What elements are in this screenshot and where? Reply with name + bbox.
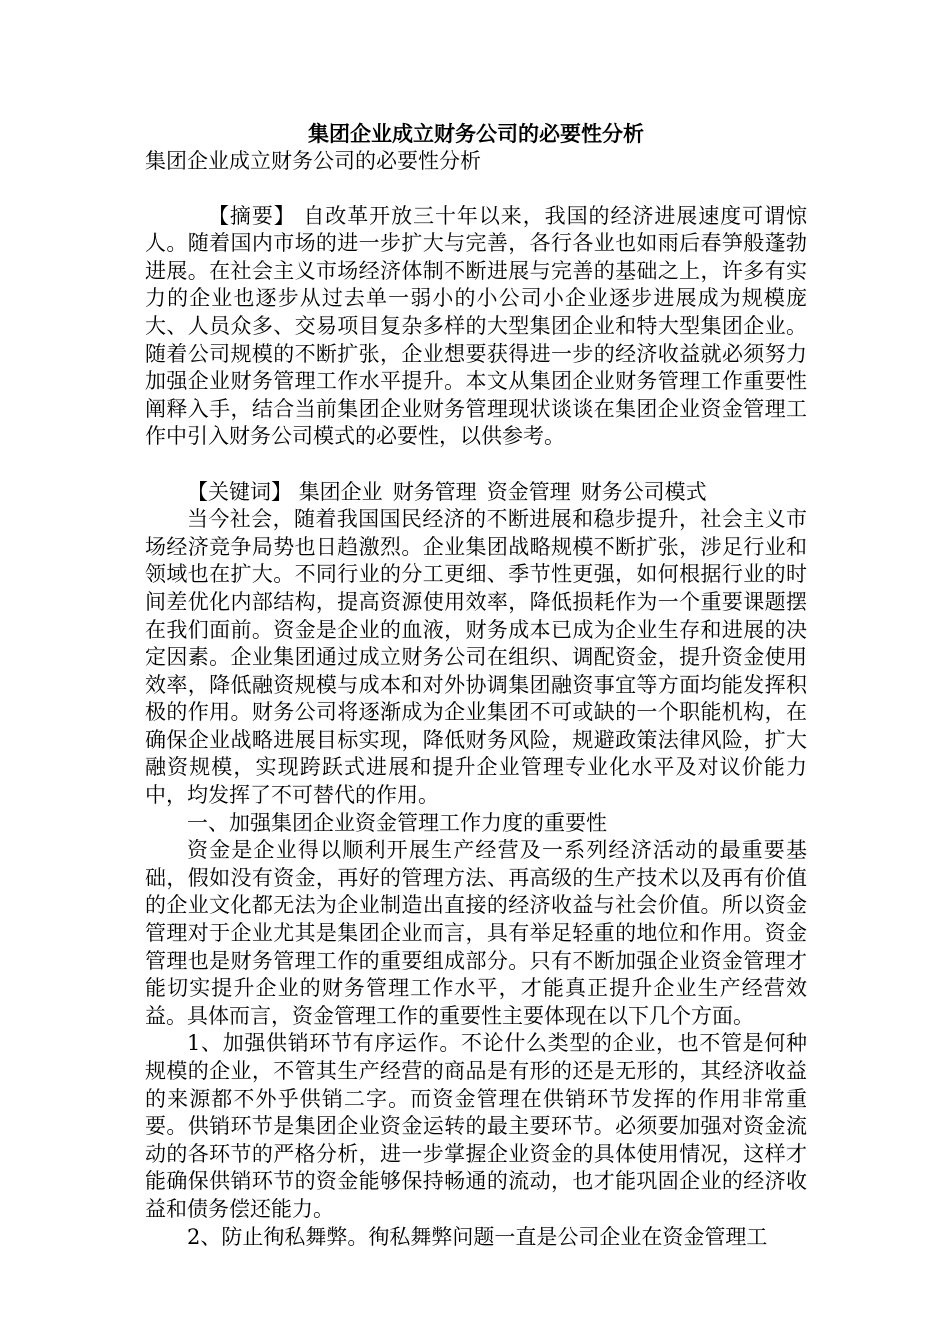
body-paragraph: 1、加强供销环节有序运作。不论什么类型的企业，也不管是何种规模的企业，不管其生产经营的商品是有形的还是无形的，其经济收益的来源都不外乎供销二字。而资金管理在供销环节发挥的作用非常重要。供销环节是集团企业资金运转的最主要环节。必须要加强对资金流动的各环节的严格分析，进一步掌握企业资金的具体使用情况，这样才能确保供销环节的资金能够保持畅通的流动，也才能巩固企业的经济收益和债务偿还能力。	[145, 1031, 807, 1221]
abstract-paragraph	[145, 203, 807, 451]
keyword-term: 集团企业	[298, 479, 383, 504]
body-paragraph: 2、防止徇私舞弊。徇私舞弊问题一直是公司企业在资金管理工	[187, 1224, 768, 1249]
abstract-label: 【摘要】	[208, 203, 296, 228]
document-subtitle: 集团企业成立财务公司的必要性分析	[145, 149, 481, 173]
section-heading: 一、加强集团企业资金管理工作力度的重要性	[187, 810, 607, 835]
body-paragraph: 资金是企业得以顺利开展生产经营及一系列经济活动的最重要基础，假如没有资金，再好的管理方法、再高级的生产技术以及再有价值的企业文化都无法为企业制造出直接的经济收益与社会价值。所以资金管理对于企业尤其是集团企业而言，具有举足轻重的地位和作用。资金管理也是财务管理工作的重要组成部分。只有不断加强企业资金管理才能切实提升企业的财务管理工作水平，才能真正提升企业生产经营效益。具体而言，资金管理工作的重要性主要体现在以下几个方面。	[145, 838, 807, 1028]
body-paragraph: 当今社会，随着我国国民经济的不断进展和稳步提升，社会主义市场经济竞争局势也日趋激烈。企业集团战略规模不断扩张，涉足行业和领域也在扩大。不同行业的分工更细、季节性更强，如何根据行业的时间差优化内部结构，提高资源使用效率，降低损耗作为一个重要课题摆在我们面前。资金是企业的血液，财务成本已成为企业生存和进展的决定因素。企业集团通过成立财务公司在组织、调配资金，提升资金使用效率，降低融资规模与成本和对外协调集团融资事宜等方面均能发挥积极的作用。财务公司将逐渐成为企业集团不可或缺的一个职能机构，在确保企业战略进展目标实现，降低财务风险，规避政策法律风险，扩大融资规模，实现跨跃式进展和提升企业管理专业化水平及对议价能力中，均发挥了不可替代的作用。	[145, 507, 807, 808]
keyword-term: 财务管理	[392, 479, 477, 504]
abstract-text: 自改革开放三十年以来，我国的经济进展速度可谓惊人。随着国内市场的进一步扩大与完善，各行各业也如雨后春笋般蓬勃进展。在社会主义市场经济体制不断进展与完善的基础之上，许多有实力的企业也逐步从过去单一弱小的小公司小企业逐步进展成为规模庞大、人员众多、交易项目复杂多样的大型集团企业和特大型集团企业。随着公司规模的不断扩张，企业想要获得进一步的经济收益就必须努力加强企业财务管理工作水平提升。本文从集团企业财务管理工作重要性阐释入手，结合当前集团企业财务管理现状谈谈在集团企业资金管理工作中引入财务公司模式的必要性，以供参考。	[145, 203, 807, 449]
document-title: 集团企业成立财务公司的必要性分析	[308, 122, 644, 146]
keywords-line	[145, 479, 807, 507]
spacer	[145, 451, 807, 479]
keyword-term: 财务公司模式	[580, 479, 707, 504]
spacer	[145, 175, 807, 203]
document-page	[145, 120, 807, 1251]
keywords-label: 【关键词】	[187, 479, 292, 504]
keyword-term: 资金管理	[486, 479, 571, 504]
